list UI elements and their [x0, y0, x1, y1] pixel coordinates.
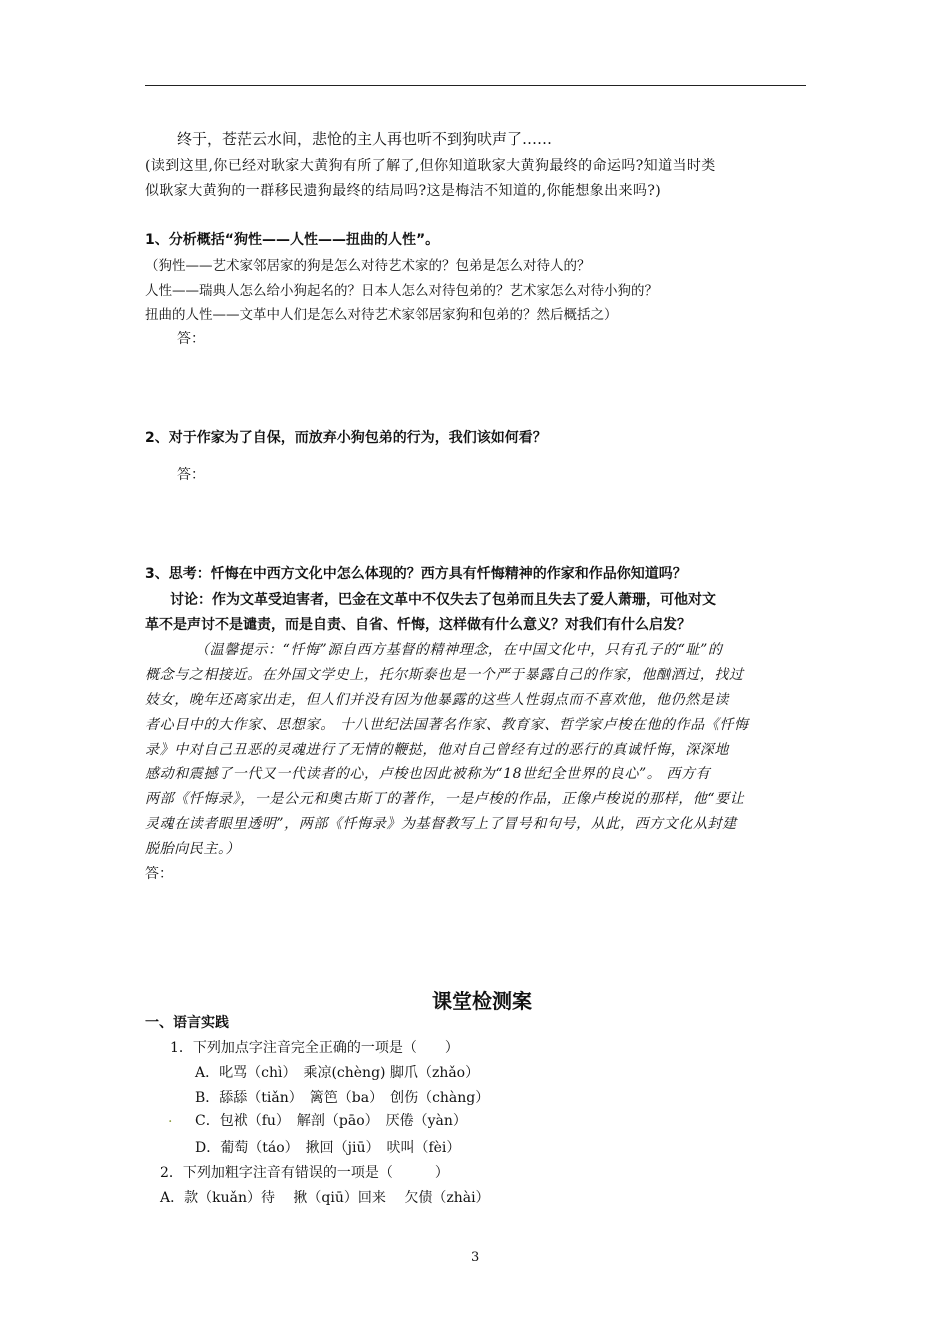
tip-line: 两部《忏悔录》，一是公元和奥古斯丁的著作，一是卢梭的作品，正像卢梭说的那样，他“要让: [145, 791, 745, 807]
q1-answer-label: 答：: [177, 331, 205, 347]
q1-title: 1、分析概括“狗性——人性——扭曲的人性”。: [145, 232, 440, 248]
q3-title: 3、思考：忏悔在中西方文化中怎么体现的？西方具有忏悔精神的作家和作品你知道吗？: [145, 566, 687, 582]
q3-discuss-1: 讨论：作为文革受迫害者，巴金在文革中不仅失去了包弟而且失去了爱人萧珊，可他对文: [170, 592, 716, 608]
paren-line-1: (读到这里,你已经对耿家大黄狗有所了解了,但你知道耿家大黄狗最终的命运吗?知道当时类: [145, 158, 716, 174]
q3-discuss-2: 革不是声讨不是谴责，而是自责、自省、忏悔，这样做有什么意义？对我们有什么启发？: [145, 617, 691, 633]
test-heading: 课堂检测案: [432, 989, 532, 1013]
test-section: 一、语言实践: [145, 1015, 229, 1031]
test-q1-stem: 1．下列加点字注音完全正确的一项是（ ）: [170, 1040, 459, 1056]
q3-answer-label: 答：: [145, 866, 173, 882]
tip-line: 脱胎向民主。）: [145, 841, 241, 857]
q2-answer-label: 答：: [177, 467, 205, 483]
page-number: 3: [471, 1250, 480, 1265]
bullet-dot: .: [168, 1110, 173, 1126]
q1-hint-3: 扭曲的人性——文革中人们是怎么对待艺术家邻居家狗和包弟的？然后概括之）: [145, 307, 618, 323]
test-q1-option-b: B．舔舔（tiǎn） 篱笆（ba） 创伤（chàng）: [195, 1090, 490, 1106]
test-q1-option-a: A．叱骂（chì） 乘凉(chèng) 脚爪（zhǎo）: [195, 1065, 480, 1081]
closing-line: 终于，苍茫云水间，悲怆的主人再也听不到狗吠声了……: [177, 130, 553, 148]
tip-line: 妓女，晚年还离家出走，但人们并没有因为他暴露的这些人性弱点而不喜欢他，他仍然是读: [145, 692, 729, 708]
header-rule: [145, 85, 806, 86]
q1-hint-1: （狗性——艺术家邻居家的狗是怎么对待艺术家的？包弟是怎么对待人的？: [145, 258, 591, 274]
tip-line: 录》中对自己丑恶的灵魂进行了无情的鞭挞，他对自己曾经有过的恶行的真诚忏悔，深深地: [145, 742, 729, 758]
test-q2-stem: 2．下列加粗字注音有错误的一项是（ ）: [160, 1165, 449, 1181]
paren-line-2: 似耿家大黄狗的一群移民遗狗最终的结局吗?这是梅洁不知道的,你能想象出来吗?): [145, 183, 662, 199]
test-q1-option-c: C．包袱（fu） 解剖（pāo） 厌倦（yàn）: [195, 1113, 467, 1129]
tip-line: 概念与之相接近。在外国文学史上，托尔斯泰也是一个严于暴露自己的作家，他酗酒过，找过: [145, 667, 744, 683]
q1-hint-2: 人性——瑞典人怎么给小狗起名的？日本人怎么对待包弟的？艺术家怎么对待小狗的？: [145, 283, 658, 299]
test-q1-option-d: D．葡萄（táo） 揪回（jiū） 吠叫（fèi）: [195, 1140, 461, 1156]
tip-line: 灵魂在读者眼里透明”，两部《忏悔录》为基督教写上了冒号和句号，从此，西方文化从封建: [145, 816, 737, 832]
tip-line: （温馨提示：“忏悔”源自西方基督的精神理念，在中国文化中，只有孔子的“耻”的: [195, 642, 723, 658]
test-q2-option-a: A．款（kuǎn）待 揪（qiū）回来 欠债（zhài）: [160, 1190, 490, 1206]
tip-line: 感动和震撼了一代又一代读者的心，卢梭也因此被称为“18世纪全世界的良心”。 西方有: [145, 766, 711, 782]
tip-line: 者心目中的大作家、思想家。 十八世纪法国著名作家、教育家、哲学家卢梭在他的作品《忏悔: [145, 717, 749, 733]
q2-title: 2、对于作家为了自保，而放弃小狗包弟的行为，我们该如何看？: [145, 430, 547, 446]
